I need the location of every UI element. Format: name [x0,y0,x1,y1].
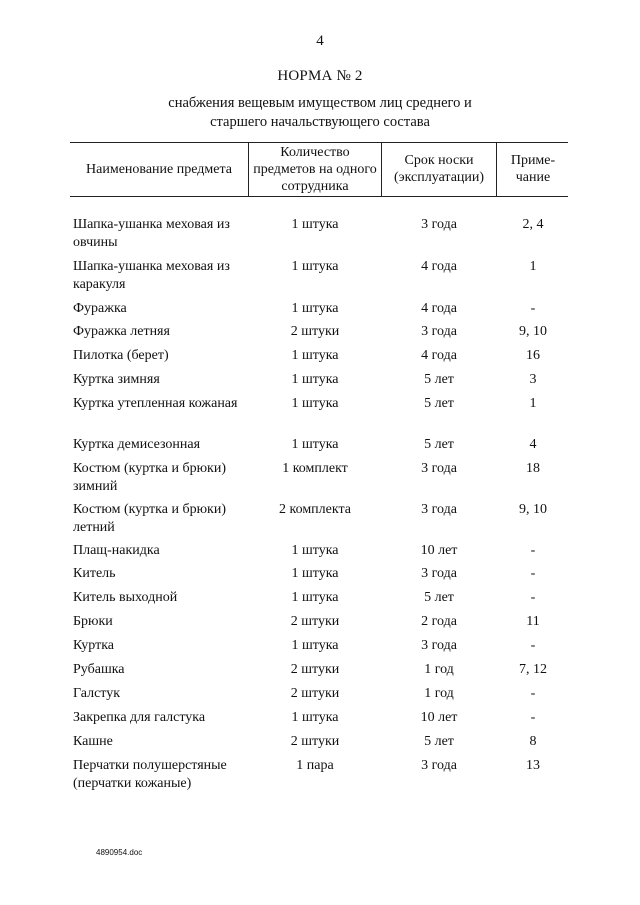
header-quantity: Количество предметов на одного сотрудника [253,144,377,194]
item-quantity: 1 штука [291,638,339,653]
item-name: Костюм (куртка и брюки) летний [73,502,226,535]
item-term: 4 года [421,259,457,274]
item-name: Пилотка (берет) [73,348,169,363]
item-name: Плащ-накидка [73,543,160,558]
item-quantity: 2 штуки [290,734,340,749]
item-note: - [530,638,536,653]
item-term: 1 год [424,686,454,701]
item-name: Куртка [73,638,115,653]
item-term: 3 года [421,566,457,581]
item-quantity: 1 штука [291,259,339,274]
document-filename: 4890954.doc [96,848,143,857]
item-note: 8 [529,734,537,749]
item-note: - [530,301,536,316]
item-name: Шапка-ушанка меховая из каракуля [73,259,230,292]
column-divider [381,142,382,196]
item-term: 3 года [421,461,457,476]
item-name: Куртка демисезонная [73,437,201,452]
header-name: Наименование предмета [86,161,232,177]
item-note: - [530,543,536,558]
item-note: 7, 12 [519,662,547,677]
item-name: Закрепка для галстука [73,710,206,725]
item-quantity: 2 штуки [290,662,340,677]
item-quantity: 1 штука [291,348,339,363]
item-quantity: 2 комплекта [279,502,351,517]
item-quantity: 1 комплект [282,461,348,476]
item-name: Шапка-ушанка меховая из овчины [73,217,230,250]
column-divider [496,142,497,196]
item-note: - [530,686,536,701]
item-quantity: 1 штука [291,543,339,558]
item-term: 5 лет [424,396,454,411]
item-name: Галстук [73,686,121,701]
item-note: 2, 4 [522,217,544,232]
item-name: Китель [73,566,116,581]
item-name: Куртка утепленная кожаная [73,396,238,411]
item-note: 9, 10 [519,502,547,517]
document-title: НОРМА № 2 [277,68,363,84]
item-name: Перчатки полушерстяные (перчатки кожаные) [73,758,227,791]
item-name: Рубашка [73,662,125,677]
item-quantity: 1 пара [296,758,334,773]
item-note: - [530,566,536,581]
item-name: Китель выходной [73,590,178,605]
item-term: 3 года [421,638,457,653]
item-quantity: 2 штуки [290,614,340,629]
header-note: Приме-чание [510,153,556,185]
item-name: Куртка зимняя [73,372,160,387]
item-name: Костюм (куртка и брюки) зимний [73,461,226,494]
item-note: 16 [526,348,540,363]
item-quantity: 2 штуки [290,686,340,701]
item-quantity: 1 штука [291,710,339,725]
item-note: 9, 10 [519,324,547,339]
item-term: 5 лет [424,590,454,605]
item-term: 3 года [421,502,457,517]
item-note: 3 [529,372,537,387]
item-term: 3 года [421,217,457,232]
table-header-rule [70,196,568,197]
header-term: Срок носки (эксплуатации) [393,153,485,185]
item-note: 13 [526,758,540,773]
item-quantity: 1 штука [291,437,339,452]
item-term: 4 года [421,301,457,316]
column-divider [248,142,249,196]
item-name: Брюки [73,614,113,629]
document-subtitle: снабжения вещевым имуществом лиц среднего и старшего начальствующего состава [168,95,472,130]
item-note: - [530,710,536,725]
item-term: 10 лет [420,543,458,558]
item-note: 1 [529,259,537,274]
item-note: 1 [529,396,537,411]
item-quantity: 1 штука [291,217,339,232]
item-name: Фуражка [73,301,127,316]
item-quantity: 1 штука [291,566,339,581]
item-name: Фуражка летняя [73,324,170,339]
item-term: 3 года [421,324,457,339]
item-note: 18 [526,461,540,476]
item-quantity: 1 штука [291,301,339,316]
item-note: 11 [526,614,540,629]
item-quantity: 1 штука [291,396,339,411]
item-term: 1 год [424,662,454,677]
item-term: 3 года [421,758,457,773]
item-term: 5 лет [424,437,454,452]
item-quantity: 2 штуки [290,324,340,339]
item-term: 10 лет [420,710,458,725]
item-quantity: 1 штука [291,372,339,387]
item-quantity: 1 штука [291,590,339,605]
item-note: 4 [529,437,537,452]
item-term: 4 года [421,348,457,363]
item-term: 2 года [421,614,457,629]
page-number: 4 [316,33,324,49]
item-term: 5 лет [424,372,454,387]
item-note: - [530,590,536,605]
item-name: Кашне [73,734,113,749]
item-term: 5 лет [424,734,454,749]
